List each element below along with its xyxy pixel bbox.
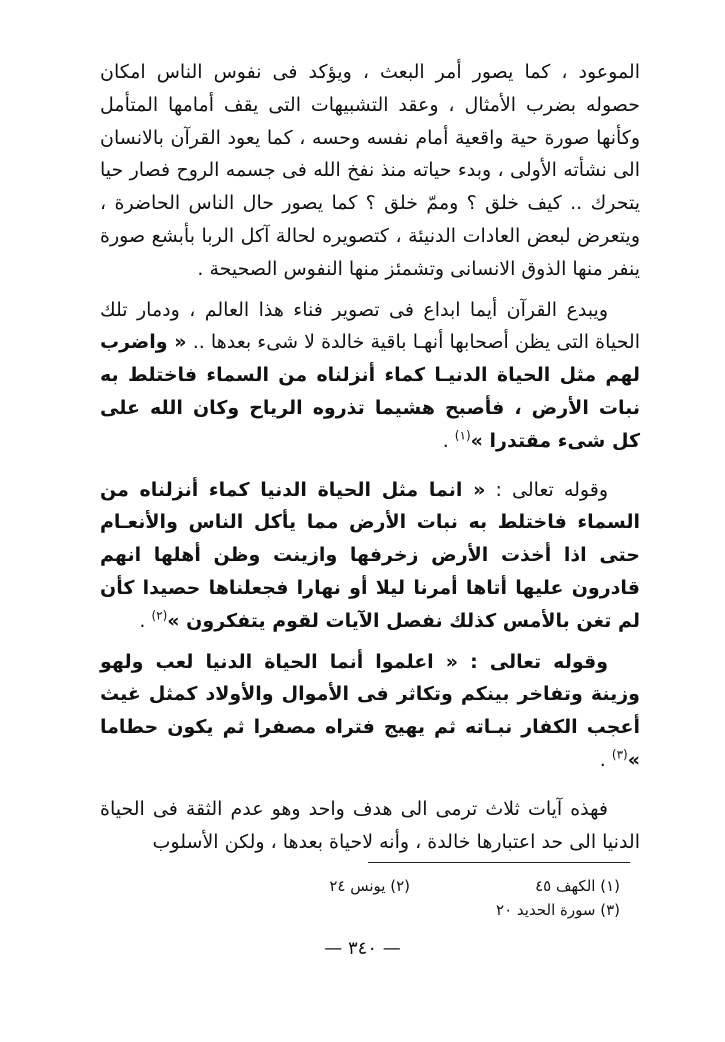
footnote-2: (٢) يونس ٢٤ <box>329 877 410 895</box>
paragraph-4 <box>100 646 640 777</box>
paragraph-3 <box>100 474 640 638</box>
paragraph-2-lead: ويبدع القرآن أيما ابداع فى تصوير فناء هذا العالم ، ودمار تلك الحياة التى يظن أصحابها أنهـا باقية خالدة لا شىء بعدها .. <box>100 298 640 354</box>
paragraph-4-tail: . <box>599 748 612 771</box>
quran-quote-3: « اعلموا أنما الحياة الدنيا لعب ولهو وزينة وتفاخر بينكم وتكاثر فى الأموال والأولاد كمثل غيث أعجب الكفار نبـاته ثم يهيج فتراه مصفرا ثم يكون حطاما » <box>100 650 640 771</box>
quran-quote-1: « واضرب لهم مثل الحياة الدنيـا كماء أنزلناه من السماء فاختلط به نبات الأرض ، فأصبح هشيما تذروه الرياح وكان الله على كل شىء مقتدرا » <box>100 331 640 452</box>
page-body <box>100 56 640 858</box>
footnote-divider <box>368 862 630 863</box>
paragraph-3-lead: وقوله تعالى : <box>485 478 609 501</box>
footnote-ref-3: (٣) <box>611 747 628 762</box>
paragraph-5: فهذه آيات ثلاث ترمى الى هدف واحد وهو عدم الثقة فى الحياة الدنيا الى حد اعتبارها خالدة ، وأنه لاحياة بعدها ، ولكن الأسلوب <box>100 797 640 853</box>
paragraph-3-tail: . <box>139 609 152 632</box>
footnote-3: (٣) سورة الحديد ٢٠ <box>496 901 620 919</box>
paragraph-2 <box>100 294 640 458</box>
footnote-ref-1: (١) <box>454 428 471 443</box>
paragraph-1: الموعود ، كما يصور أمر البعث ، ويؤكد فى نفوس الناس امكان حصوله بضرب الأمثال ، وعقد التشبيهات التى يقف أمامها المتأمل وكأنها صورة حية واقعية أمام نفسه وحسه ، كما يعود القرآن بالانسان الى نشأته الأولى ، وبدء حياته منذ نفخ الله فى جسمه الروح فصار حيا يتحرك .. كيف خلق ؟ وممّ خلق ؟ كما يصور حال الناس الحاضرة ، ويتعرض لبعض العادات الدنيئة ، كتصويره لحالة آكل الربا بأبشع صورة ينفر منها الذوق الانسانى وتشمئز منها النفوس الصحيحة . <box>100 61 640 280</box>
quran-quote-2: « انما مثل الحياة الدنيا كماء أنزلناه من السماء فاختلط به نبات الأرض مما يأكل الناس والأنعـام حتى اذا أخذت الأرض زخرفها وازينت وظن أهلها انهم قادرون عليها أتاها أمرنا ليلا أو نهارا فجعلناها حصيدا كأن لم تغن بالأمس كذلك نفصل الآيات لقوم يتفكرون » <box>100 478 640 632</box>
footnote-1: (١) الكهف ٤٥ <box>535 877 620 895</box>
page-number: — ٣٤٠ — <box>324 938 401 959</box>
footnote-row-1 <box>200 874 620 898</box>
paragraph-2-tail: . <box>442 429 455 452</box>
paragraph-4-lead: وقوله تعالى : <box>458 650 608 673</box>
footnotes <box>200 874 620 922</box>
footnote-row-2 <box>200 898 620 922</box>
footnote-ref-2: (٢) <box>151 608 168 623</box>
